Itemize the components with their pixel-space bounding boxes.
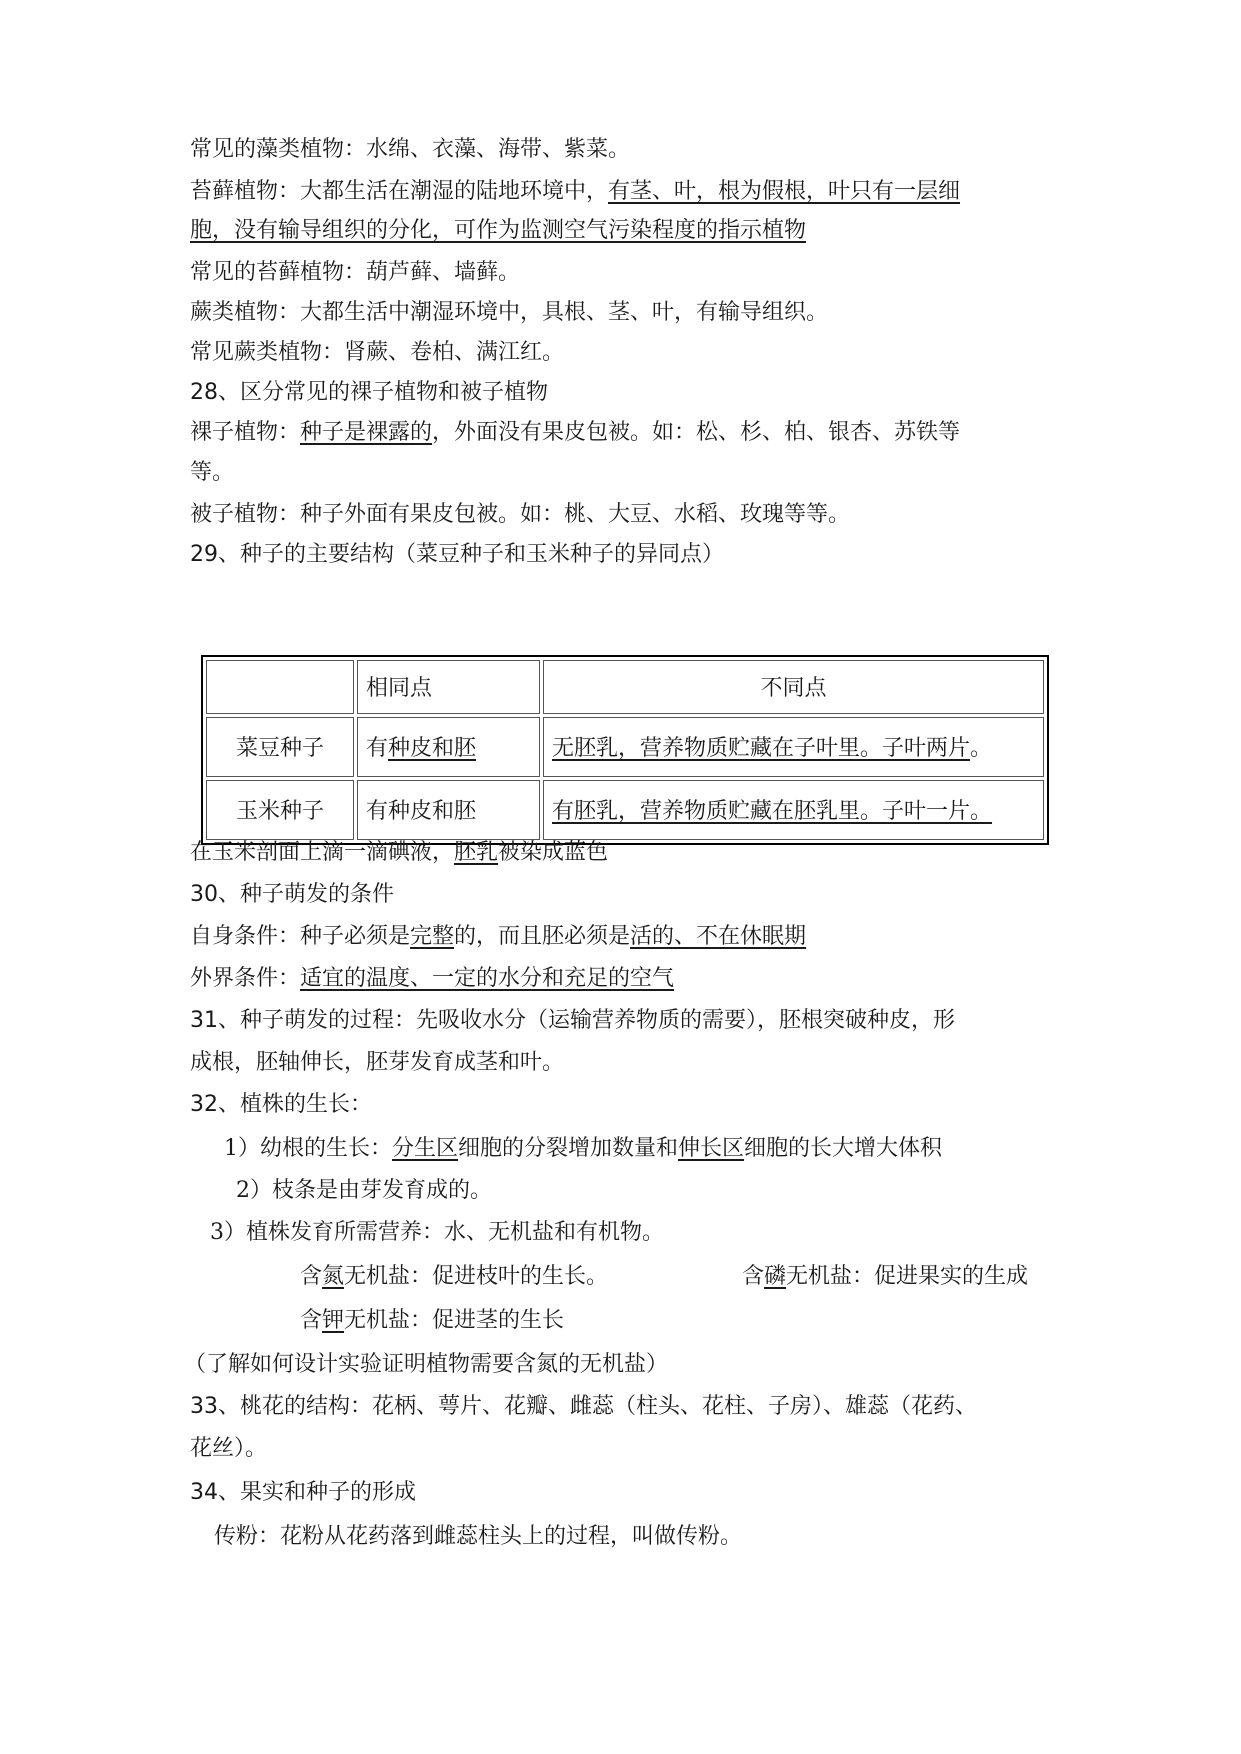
text-line: 成根，胚轴伸长，胚芽发育成茎和叶。 xyxy=(190,1050,565,1075)
text-line: 等。 xyxy=(190,460,235,485)
section-heading: 32、植株的生长： xyxy=(190,1092,372,1117)
text-span: 含 xyxy=(742,1264,765,1289)
seed-comparison-table xyxy=(201,655,1049,845)
text-line: 蕨类植物：大都生活中潮湿环境中，具根、茎、叶，有输导组织。 xyxy=(190,300,829,325)
text-line: （了解如何设计实验证明植物需要含氮的无机盐） xyxy=(184,1352,669,1377)
text-line: 常见的苔藓植物：葫芦藓、墙藓。 xyxy=(190,260,521,285)
table-row xyxy=(206,717,1044,777)
section-heading: 30、种子萌发的条件 xyxy=(190,882,394,907)
text-span: 有种皮和胚 xyxy=(366,799,477,825)
text-span: 1）幼根的生长： xyxy=(224,1136,392,1161)
section-heading: 28、区分常见的裸子植物和被子植物 xyxy=(190,380,548,405)
text-span: 无机盐：促进茎的生长 xyxy=(344,1308,565,1333)
text-span: 自身条件：种子必须是 xyxy=(190,924,411,949)
text-span: 裸子植物： xyxy=(190,420,301,445)
underlined-text: 氮 xyxy=(322,1264,345,1289)
text-span: 无机盐：促进枝叶的生长。 xyxy=(344,1264,609,1289)
text-span: 苔藓植物：大都生活在潮湿的陆地环境中， xyxy=(190,179,609,204)
text-span: 细胞的长大增大体积 xyxy=(744,1136,943,1161)
underlined-text: 有茎、叶，根为假根，叶只有一层细 xyxy=(608,179,961,204)
table-cell-same xyxy=(357,780,540,840)
table-cell-diff xyxy=(543,717,1044,777)
text-span: 含 xyxy=(300,1264,323,1289)
table-header-diff: 不同点 xyxy=(543,660,1044,714)
table-cell-same xyxy=(357,717,540,777)
section-heading: 34、果实和种子的形成 xyxy=(190,1480,416,1505)
text-line: 传粉：花粉从花药落到雌蕊柱头上的过程，叫做传粉。 xyxy=(214,1524,743,1549)
underlined-text-line: 胞，没有输导组织的分化，可作为监测空气污染程度的指示植物 xyxy=(190,218,807,243)
text-line xyxy=(190,177,1070,207)
text-span: 外界条件： xyxy=(190,966,301,991)
text-span: 在玉米剖面上滴一滴碘液， xyxy=(190,840,455,865)
text-line xyxy=(300,1306,1180,1336)
text-line: 常见的藻类植物：水绵、衣藻、海带、紫菜。 xyxy=(190,137,631,162)
text-span: 无机盐：促进果实的生成 xyxy=(786,1264,1029,1289)
text-span: 含 xyxy=(300,1308,323,1333)
text-span: 。 xyxy=(970,736,993,762)
text-line xyxy=(742,1262,1072,1292)
underlined-text: 伸长区 xyxy=(678,1136,745,1161)
table-row-name: 玉米种子 xyxy=(206,780,354,840)
text-line: 常见蕨类植物：肾蕨、卷柏、满江红。 xyxy=(190,340,565,365)
text-line xyxy=(224,1134,1104,1164)
underlined-text: 。 xyxy=(970,799,993,825)
text-span: 有 xyxy=(366,736,389,762)
text-line xyxy=(190,418,1070,448)
text-span: 的，而且胚必须是 xyxy=(454,924,631,949)
section-heading: 33、桃花的结构：花柄、萼片、花瓣、雌蕊（柱头、花柱、子房）、雄蕊（花药、 xyxy=(190,1394,977,1419)
table-header-blank xyxy=(206,660,354,714)
text-line xyxy=(190,922,1070,952)
underlined-text: 有胚乳，营养物质贮藏在胚乳里。子叶一片 xyxy=(552,799,971,825)
table-cell-diff xyxy=(543,780,1044,840)
text-span: ，外面没有果皮包被。如：松、杉、柏、银杏、苏铁等 xyxy=(432,420,961,445)
table-row xyxy=(206,780,1044,840)
underlined-text: 无胚乳，营养物质贮藏在子叶里。子叶两片 xyxy=(552,736,971,762)
text-line: 花丝）。 xyxy=(190,1436,268,1461)
underlined-text: 适宜的温度、一定的水分和充足的空气 xyxy=(300,966,675,991)
underlined-text: 完整 xyxy=(410,924,455,949)
underlined-text: 活的、不在休眠期 xyxy=(630,924,807,949)
underlined-text: 种皮和胚 xyxy=(388,736,477,762)
text-span: 被染成蓝色 xyxy=(498,840,609,865)
table-row-name: 菜豆种子 xyxy=(206,717,354,777)
underlined-text: 种子是裸露的 xyxy=(300,420,433,445)
underlined-text: 胚乳 xyxy=(454,840,499,865)
text-line xyxy=(190,838,1070,868)
table-header-same: 相同点 xyxy=(357,660,540,714)
section-heading: 29、种子的主要结构（菜豆种子和玉米种子的异同点） xyxy=(190,542,724,567)
text-line: 2）枝条是由芽发育成的。 xyxy=(236,1178,492,1203)
underlined-text: 钾 xyxy=(322,1308,345,1333)
text-line xyxy=(190,964,1070,994)
underlined-text: 分生区 xyxy=(392,1136,459,1161)
underlined-text: 磷 xyxy=(764,1264,787,1289)
text-line: 被子植物：种子外面有果皮包被。如：桃、大豆、水稻、玫瑰等等。 xyxy=(190,502,851,527)
text-span: 细胞的分裂增加数量和 xyxy=(458,1136,679,1161)
table-header-row xyxy=(206,660,1044,714)
text-line xyxy=(300,1262,720,1292)
section-heading: 31、种子萌发的过程：先吸收水分（运输营养物质的需要），胚根突破种皮，形 xyxy=(190,1008,955,1033)
text-line: 3）植株发育所需营养：水、无机盐和有机物。 xyxy=(210,1220,664,1245)
